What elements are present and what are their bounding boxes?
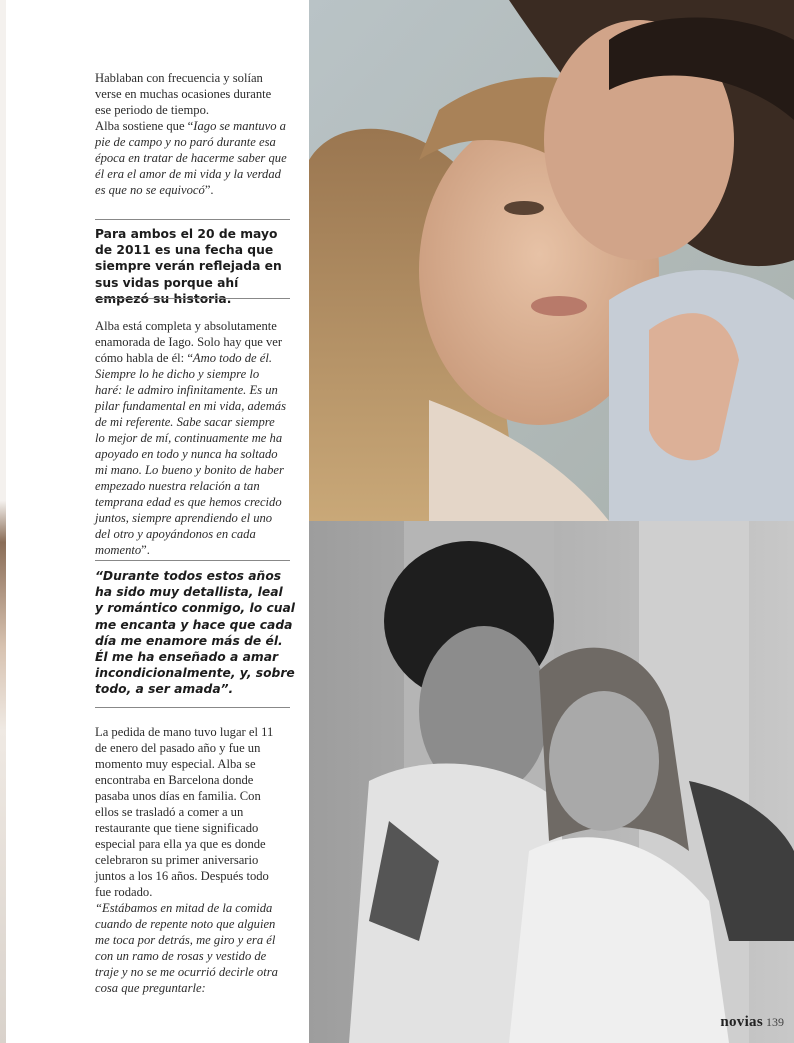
intro-text: Hablaban con frecuencia y solían verse en muchas ocasiones durante ese periodo de tiempo. [95,71,272,117]
couple-photo-bw [309,521,794,1043]
couple-photo-color [309,0,794,521]
proposal-paragraph [95,724,287,996]
divider-rule [95,298,290,299]
love-paragraph [95,318,287,558]
pull-quote-love: “Durante todos estos años ha sido muy detallista, leal y romántico conmigo, lo cual me encanta y hace que cada día me enamore más de él. Él me ha enseñado a amar incondicionalmente, y, sobre todo, a ser amada”. [95,569,296,697]
love-quote-end: ”. [141,543,150,557]
quote-text: Iago se mantuvo a pie de campo y no paró durante esa época en tratar de hacerme saber que él era el amor de mi vida y la verdad es que no se equivocó [95,119,287,197]
page-footer [720,1013,784,1031]
quote-lead: Alba sostiene que “ [95,119,194,133]
intro-paragraph [95,70,287,198]
pull-quote-date: Para ambos el 20 de mayo de 2011 es una fecha que siempre verán reflejada en sus vidas porque ahí [95,227,282,290]
proposal-quote: “Estábamos en mitad de la comida cuando de repente noto que alguien me toca por detrás, me giro y era él con un ramo de rosas y vestido de traje y no se me ocurrió decirle otra cosa que preguntarle: [95,901,278,995]
page-number: 139 [766,1015,784,1029]
divider-rule [95,219,290,220]
magazine-brand: novias [720,1014,763,1030]
divider-rule [95,560,290,561]
love-text: Alba está completa y absolutamente enamorada de Iago. Solo hay que ver cómo habla de él: “ [95,319,283,365]
proposal-text: La pedida de mano tuvo lugar el 11 de enero del pasado año y fue un momento muy especial. Alba se encontraba en Barcelona donde pasaba unos días en familia. Con ellos se trasladó a comer a un restaurante que tiene significado especial para ella ya que es donde celebraron su primer aniversario juntos a los 16 años. Después todo fue rodado. [95,725,274,899]
divider-rule [95,707,290,708]
love-quote: Amo todo de él. Siempre lo he dicho y siempre lo haré: le admiro infinitamente. Es un pilar fundamental en mi vida, además de mi referente. Sabe sacar siempre lo mejor de mí, continuamente me ha apoyado en todo y nunca ha soltado mi mano. Lo bueno y bonito de haber empezado nuestra relación a tan temprana edad es que hemos crecido juntos, siempre aprendiendo el uno del otro y apoyándonos en cada momento [95,351,286,557]
quote-end: ”. [204,183,214,197]
adjacent-page-photo-edge [0,0,6,1043]
